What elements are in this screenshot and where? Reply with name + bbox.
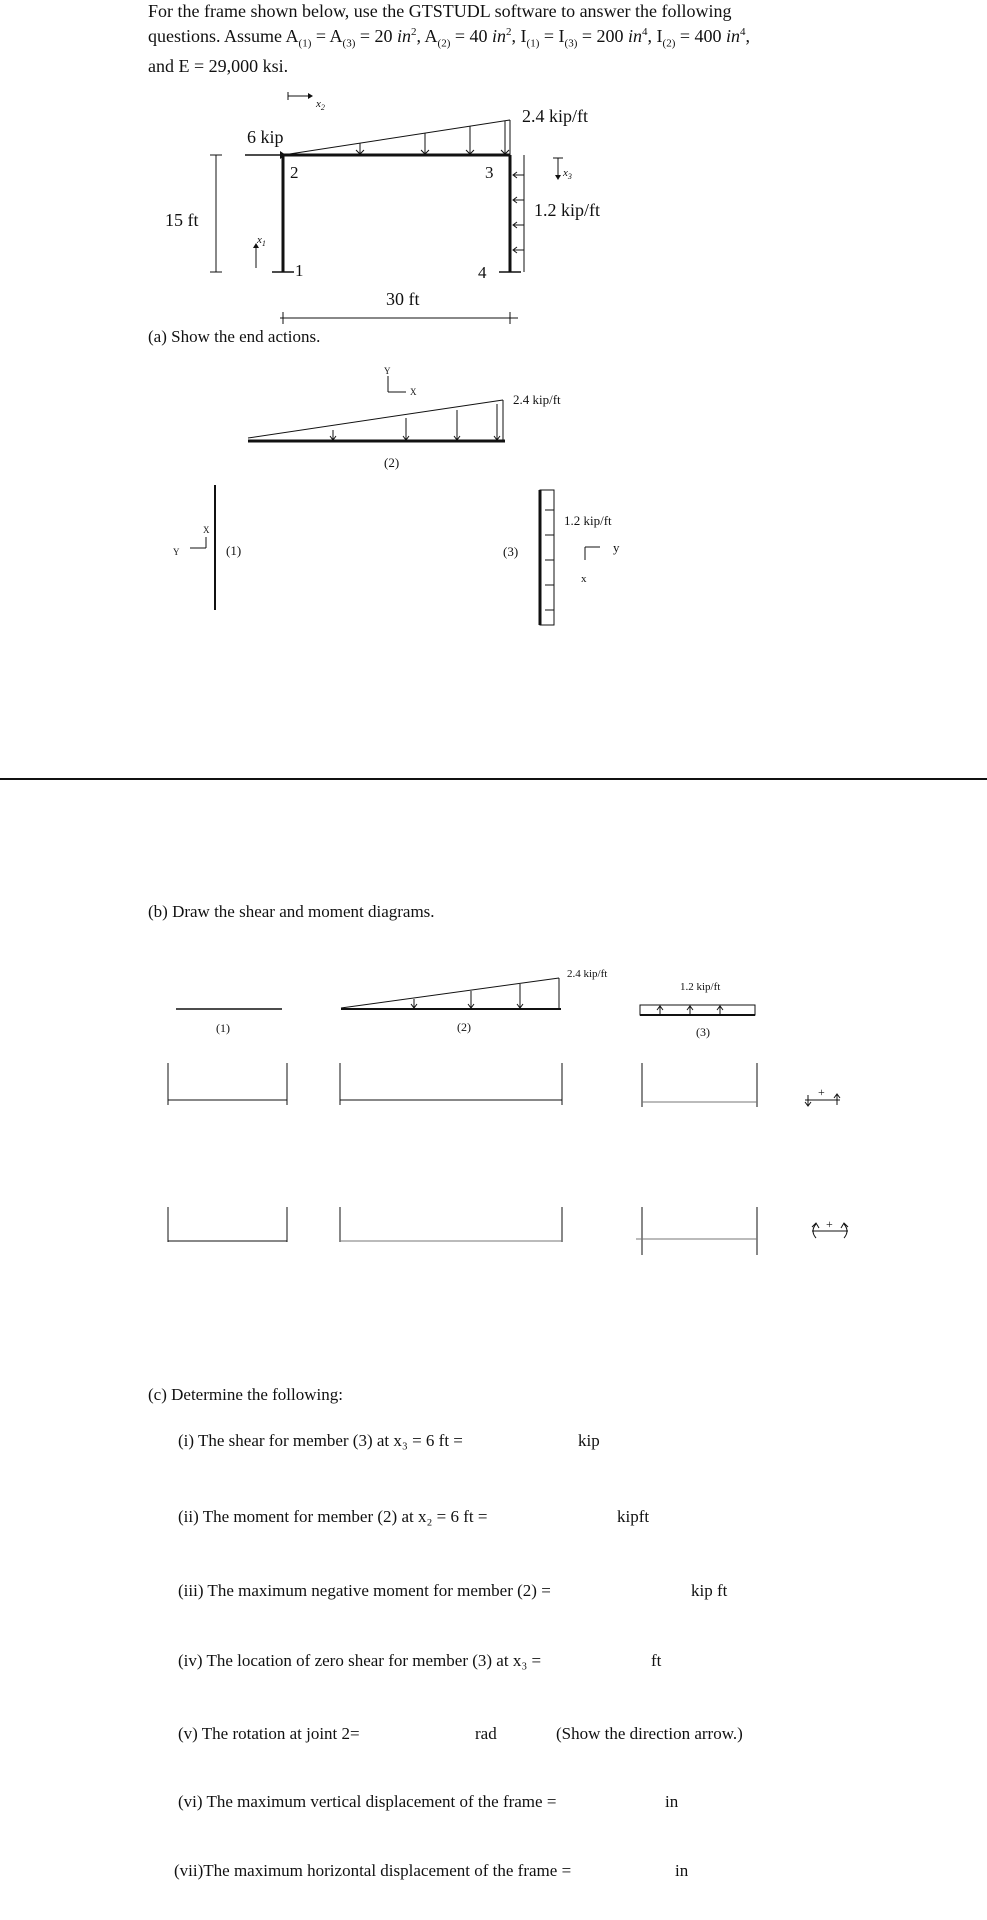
question-v: (v) The rotation at joint 2= [178, 1724, 360, 1743]
part-a-axis-y3: y [613, 540, 620, 555]
part-a-axis-X2: X [410, 387, 417, 397]
part-b-m2-label: (2) [457, 1020, 471, 1034]
part-b-heading: (b) Draw the shear and moment diagrams. [148, 902, 435, 921]
node-3: 3 [485, 163, 494, 182]
intro-line-2: questions. Assume $A_{(1)} = A_{(3)} = 20$ $in^2$, $A_{(2)} = 40$ $in^2$, $I_{(1)} = I_{(3)} = 200$ $in^4$, $I_{(2)} = 400$ $in^4$, [148, 26, 751, 50]
right-load-arrows [513, 172, 524, 253]
shear-sign-plus: + [818, 1085, 825, 1099]
question-v-unit: rad [475, 1724, 497, 1743]
part-a-m2-label: (2) [384, 455, 400, 470]
part-a-m3-label: (3) [503, 544, 519, 559]
part-a-heading: (a) Show the end actions. [148, 327, 321, 346]
moment-sign-plus: + [826, 1217, 833, 1231]
page-divider [0, 778, 987, 780]
question-iii: (iii) The maximum negative moment for member (2) = [178, 1581, 551, 1600]
right-load-label: 1.2 kip/ft [534, 200, 600, 220]
question-i: (i) The shear for member (3) at x₃ = 6 ft = [178, 1431, 463, 1450]
height-label: 15 ft [165, 210, 199, 230]
question-iv-unit: ft [651, 1651, 662, 1670]
question-iii-unit: kip ft [691, 1581, 728, 1600]
part-b-m1-label: (1) [216, 1021, 230, 1035]
question-vii: (vii)The maximum horizontal displacement of the frame = [174, 1861, 572, 1880]
span-label: 30 ft [386, 289, 420, 309]
point-load-label: 6 kip [247, 127, 284, 147]
part-a-axis-Y1: Y [173, 547, 180, 557]
part-a-axis-x3: x [581, 573, 587, 585]
node-4: 4 [478, 263, 487, 282]
axis-x3: $x_3$ [563, 167, 572, 181]
part-c-heading: (c) Determine the following: [148, 1385, 343, 1404]
part-b-figure [0, 955, 987, 1275]
part-a-axis-X1: X [203, 525, 210, 535]
part-a-figure [0, 360, 987, 660]
intro-line-1: For the frame shown below, use the GTSTUDL software to answer the following [148, 1, 732, 21]
node-1: 1 [295, 261, 304, 280]
axis-x2: $x_2$ [316, 98, 325, 112]
question-ii-unit: kipft [617, 1507, 650, 1526]
part-b-m3-label: (3) [696, 1025, 710, 1039]
question-vi-unit: in [665, 1792, 679, 1811]
part-a-axis-Y2: Y [384, 366, 391, 376]
axis-x1: $x_1$ [257, 234, 266, 248]
part-b-load-2: 2.4 kip/ft [567, 968, 608, 980]
question-ii: (ii) The moment for member (2) at x₂ = 6 ft = [178, 1507, 488, 1526]
question-iv: (iv) The location of zero shear for member (3) at x₃ = [178, 1651, 542, 1670]
question-i-unit: kip [578, 1431, 600, 1450]
part-a-m1-label: (1) [226, 543, 242, 558]
part-b-load-3: 1.2 kip/ft [680, 981, 721, 993]
node-2: 2 [290, 163, 299, 182]
part-a-m2-load: 2.4 kip/ft [513, 392, 561, 407]
frame-figure [0, 0, 987, 330]
question-vi: (vi) The maximum vertical displacement of the frame = [178, 1792, 557, 1811]
intro-line-3: and E = 29,000 ksi. [148, 56, 289, 76]
question-v-note: (Show the direction arrow.) [556, 1724, 743, 1743]
question-vii-unit: in [675, 1861, 689, 1880]
top-load-label: 2.4 kip/ft [522, 106, 588, 126]
top-load-arrows [356, 121, 509, 154]
part-a-m3-load: 1.2 kip/ft [564, 513, 612, 528]
